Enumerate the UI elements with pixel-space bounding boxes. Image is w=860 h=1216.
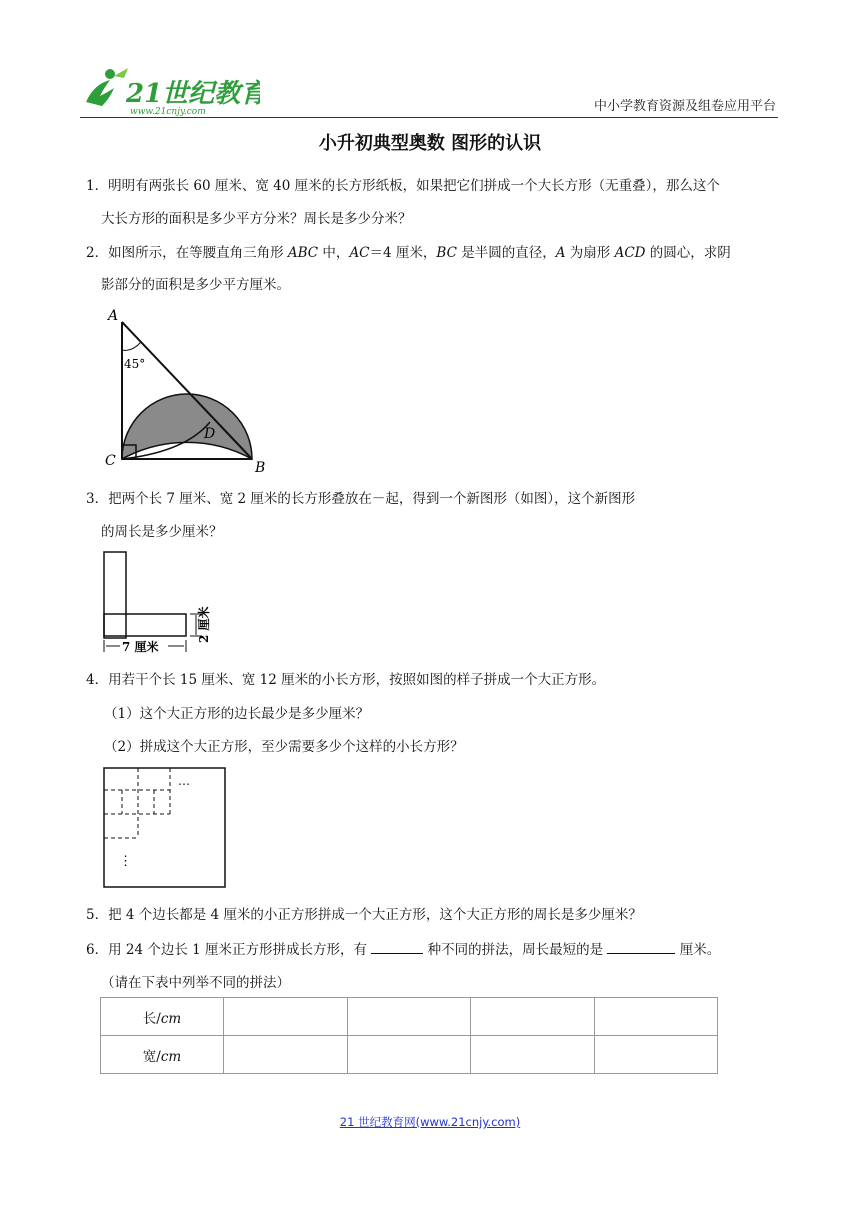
q3-line2: 的周长是多少厘米？: [101, 524, 223, 540]
horizontal-rectangle: [104, 614, 186, 636]
width-label: 2 厘米: [197, 606, 211, 643]
header-divider: [80, 117, 778, 118]
label-d: D: [204, 426, 216, 442]
label-b: B: [255, 460, 266, 476]
answer-blank-count[interactable]: [371, 939, 423, 954]
platform-name: 中小学教育资源及组卷应用平台: [593, 99, 776, 114]
length-label: 7 厘米: [122, 640, 159, 654]
q3-line1: 3．把两个长 7 厘米、宽 2 厘米的长方形叠放在－起，得到一个新图形（如图），这个新图形: [86, 491, 636, 507]
q1-line2: 大长方形的面积是多少平方分米？周长是多少分米？: [101, 211, 412, 227]
q5-line1: 5．把 4 个边长都是 4 厘米的小正方形拼成一个大正方形，这个大正方形的周长是多少厘米？: [86, 907, 642, 923]
q6-note: （请在下表中列举不同的拼法）: [101, 975, 290, 991]
footer-link[interactable]: 21 世纪教育网(www.21cnjy.com): [339, 1115, 521, 1129]
table-cell[interactable]: [471, 1036, 595, 1074]
table-row: [101, 998, 718, 1036]
horizontal-dots: …: [178, 774, 190, 788]
table-row: [101, 1036, 718, 1074]
q2-line1: 2．如图所示，在等腰直角三角形 ABC 中，AC＝4 厘米，BC 是半圆的直径，A 为扇形 ACD 的圆心，求阴: [86, 245, 731, 261]
q4-line1: 4．用若干个长 15 厘米、宽 12 厘米的小长方形，按照如图的样子拼成一个大正方形。: [86, 672, 606, 688]
q4-sub2: （2）拼成这个大正方形，至少需要多少个这样的小长方形？: [104, 739, 464, 755]
q4-sub1: （1）这个大正方形的边长最少是多少厘米？: [104, 706, 370, 722]
row-label-width: 宽/cm: [101, 1036, 224, 1074]
arrangement-table: [100, 997, 718, 1074]
vertical-rectangle: [104, 552, 126, 638]
table-cell[interactable]: [594, 998, 718, 1036]
large-square: [104, 768, 225, 887]
table-cell[interactable]: [224, 1036, 348, 1074]
table-cell[interactable]: [594, 1036, 718, 1074]
q4-figure: [102, 765, 230, 895]
page-title: 小升初典型奥数 图形的认识: [318, 133, 542, 154]
footer: [0, 1114, 860, 1130]
q6-line1: 6．用 24 个边长 1 厘米正方形拼成长方形，有 种不同的拼法，周长最短的是 厘米。: [86, 938, 720, 958]
q2-figure: [100, 302, 270, 481]
angle-label: 45°: [124, 357, 146, 371]
table-cell[interactable]: [347, 998, 471, 1036]
answer-blank-perimeter[interactable]: [607, 939, 675, 954]
vertical-dots: ⋮: [119, 854, 132, 869]
label-c: C: [105, 453, 116, 469]
q2-line2: 影部分的面积是多少平方厘米。: [101, 277, 290, 293]
site-logo: [80, 62, 260, 118]
logo-text: 21世纪教育: [126, 79, 260, 109]
table-cell[interactable]: [347, 1036, 471, 1074]
q1-line1: 1．明明有两张长 60 厘米、宽 40 厘米的长方形纸板，如果把它们拼成一个大长方形（无重叠），那么这个: [86, 178, 720, 194]
table-cell[interactable]: [471, 998, 595, 1036]
q3-figure: [98, 548, 228, 662]
row-label-length: 长/cm: [101, 998, 224, 1036]
table-cell[interactable]: [224, 998, 348, 1036]
label-a: A: [108, 308, 119, 324]
logo-url: www.21cnjy.com: [130, 107, 206, 117]
shaded-region: [122, 394, 252, 459]
